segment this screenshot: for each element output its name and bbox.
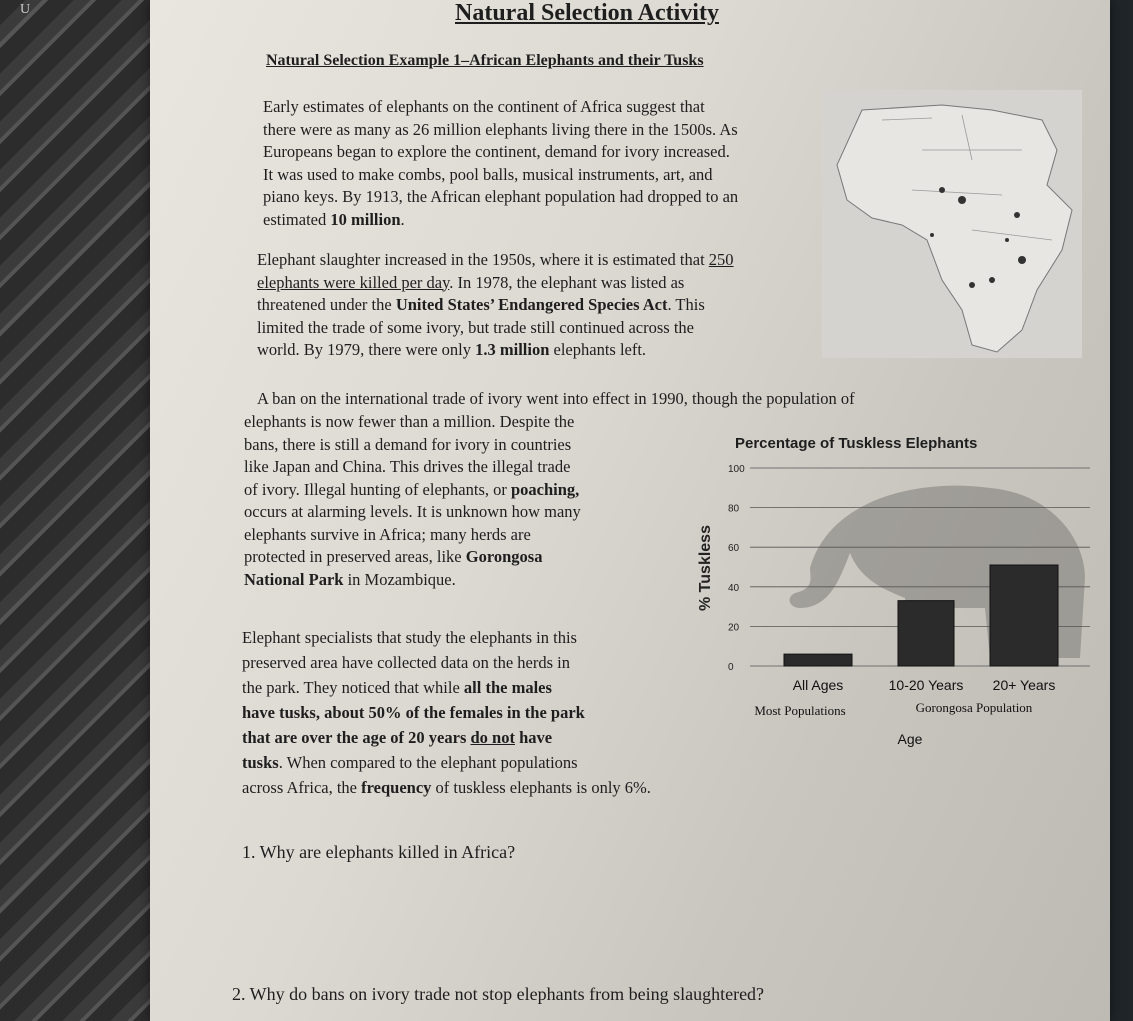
text-line: of ivory. Illegal hunting of elephants, or poaching, <box>244 479 580 499</box>
x-category-label: 20+ Years <box>992 677 1056 693</box>
bar <box>898 601 954 666</box>
text-line: like Japan and China. This drives the illegal trade <box>244 457 571 476</box>
text-line: occurs at alarming levels. It is unknown how many <box>244 502 581 521</box>
text-line: Elephant specialists that study the elephants in this <box>242 628 577 647</box>
group-label: Most Populations <box>754 703 846 718</box>
page-title: Natural Selection Activity <box>455 0 719 26</box>
y-tick-label: 0 <box>728 662 734 673</box>
text-line: National Park in Mozambique. <box>244 569 456 589</box>
y-tick-label: 60 <box>728 543 740 555</box>
text-line: Elephant slaughter increased in the 1950s, where it is estimated that 250 <box>257 250 734 269</box>
paragraph-ban-continued <box>244 411 581 591</box>
text-line: piano keys. By 1913, the African elephant population had dropped to an <box>263 187 739 206</box>
text-line: there were as many as 26 million elephants living there in the 1500s. As <box>263 119 738 139</box>
paragraph-specialists <box>242 627 651 802</box>
text-line: protected in preserved areas, like Gorongosa <box>244 547 543 566</box>
text-line: It was used to make combs, pool balls, musical instruments, art, and <box>263 164 713 184</box>
text-line: elephants survive in Africa; many herds are <box>244 524 531 544</box>
group-label: Gorongosa Population <box>915 700 1033 715</box>
text-line: world. By 1979, there were only 1.3 million elephants left. <box>257 340 647 359</box>
text-line: preserved area have collected data on the herds in <box>242 653 571 672</box>
paragraph-intro <box>263 96 738 231</box>
y-tick-label: 40 <box>728 582 740 594</box>
chart-title: Percentage of Tuskless Elephants <box>735 435 978 452</box>
bar <box>784 654 852 666</box>
y-axis-label: % Tuskless <box>697 525 714 611</box>
section-subtitle: Natural Selection Example 1–African Elephants and their Tusks <box>266 52 704 69</box>
desk-background-left <box>0 0 160 1021</box>
text-line: elephants were killed per day. In 1978, the elephant was listed as <box>257 272 685 292</box>
africa-map <box>822 90 1082 358</box>
x-category-label: All Ages <box>792 677 844 693</box>
bar <box>990 565 1058 666</box>
paragraph-ban <box>257 388 855 411</box>
y-tick-label: 100 <box>728 464 745 475</box>
y-tick-label: 20 <box>728 622 740 634</box>
text-line: tusks. When compared to the elephant populations <box>242 753 578 772</box>
text-line: limited the trade of some ivory, but trade still continued across the <box>257 317 694 337</box>
text-line: that are over the age of 20 years do not have <box>242 728 553 747</box>
text-line: elephants is now fewer than a million. Despite the <box>244 412 575 431</box>
corner-mark: U <box>20 2 31 17</box>
text-line: threatened under the United States’ Endangered Species Act. This <box>257 295 705 314</box>
text-line: estimated 10 million. <box>263 209 405 229</box>
text-line: Europeans began to explore the continent, demand for ivory increased. <box>263 142 730 161</box>
y-tick-label: 80 <box>728 503 740 515</box>
text-line: across Africa, the frequency of tuskless elephants is only 6%. <box>242 778 651 797</box>
paragraph-slaughter <box>257 249 734 362</box>
text-line: A ban on the international trade of ivory went into effect in 1990, though the population of <box>257 389 855 408</box>
x-category-label: 10-20 Years <box>888 677 964 693</box>
text-line: the park. They noticed that while all the males <box>242 678 552 697</box>
text-line: bans, there is still a demand for ivory in countries <box>244 434 572 454</box>
x-axis-label: Age <box>897 731 923 747</box>
text-line: have tusks, about 50% of the females in the park <box>242 703 585 722</box>
africa-map-icon <box>822 90 1082 358</box>
question-1: 1. Why are elephants killed in Africa? <box>242 842 516 862</box>
question-2: 2. Why do bans on ivory trade not stop elephants from being slaughtered? <box>232 984 765 1004</box>
text-line: Early estimates of elephants on the continent of Africa suggest that <box>263 97 705 116</box>
tuskless-bar-chart <box>690 458 1110 758</box>
